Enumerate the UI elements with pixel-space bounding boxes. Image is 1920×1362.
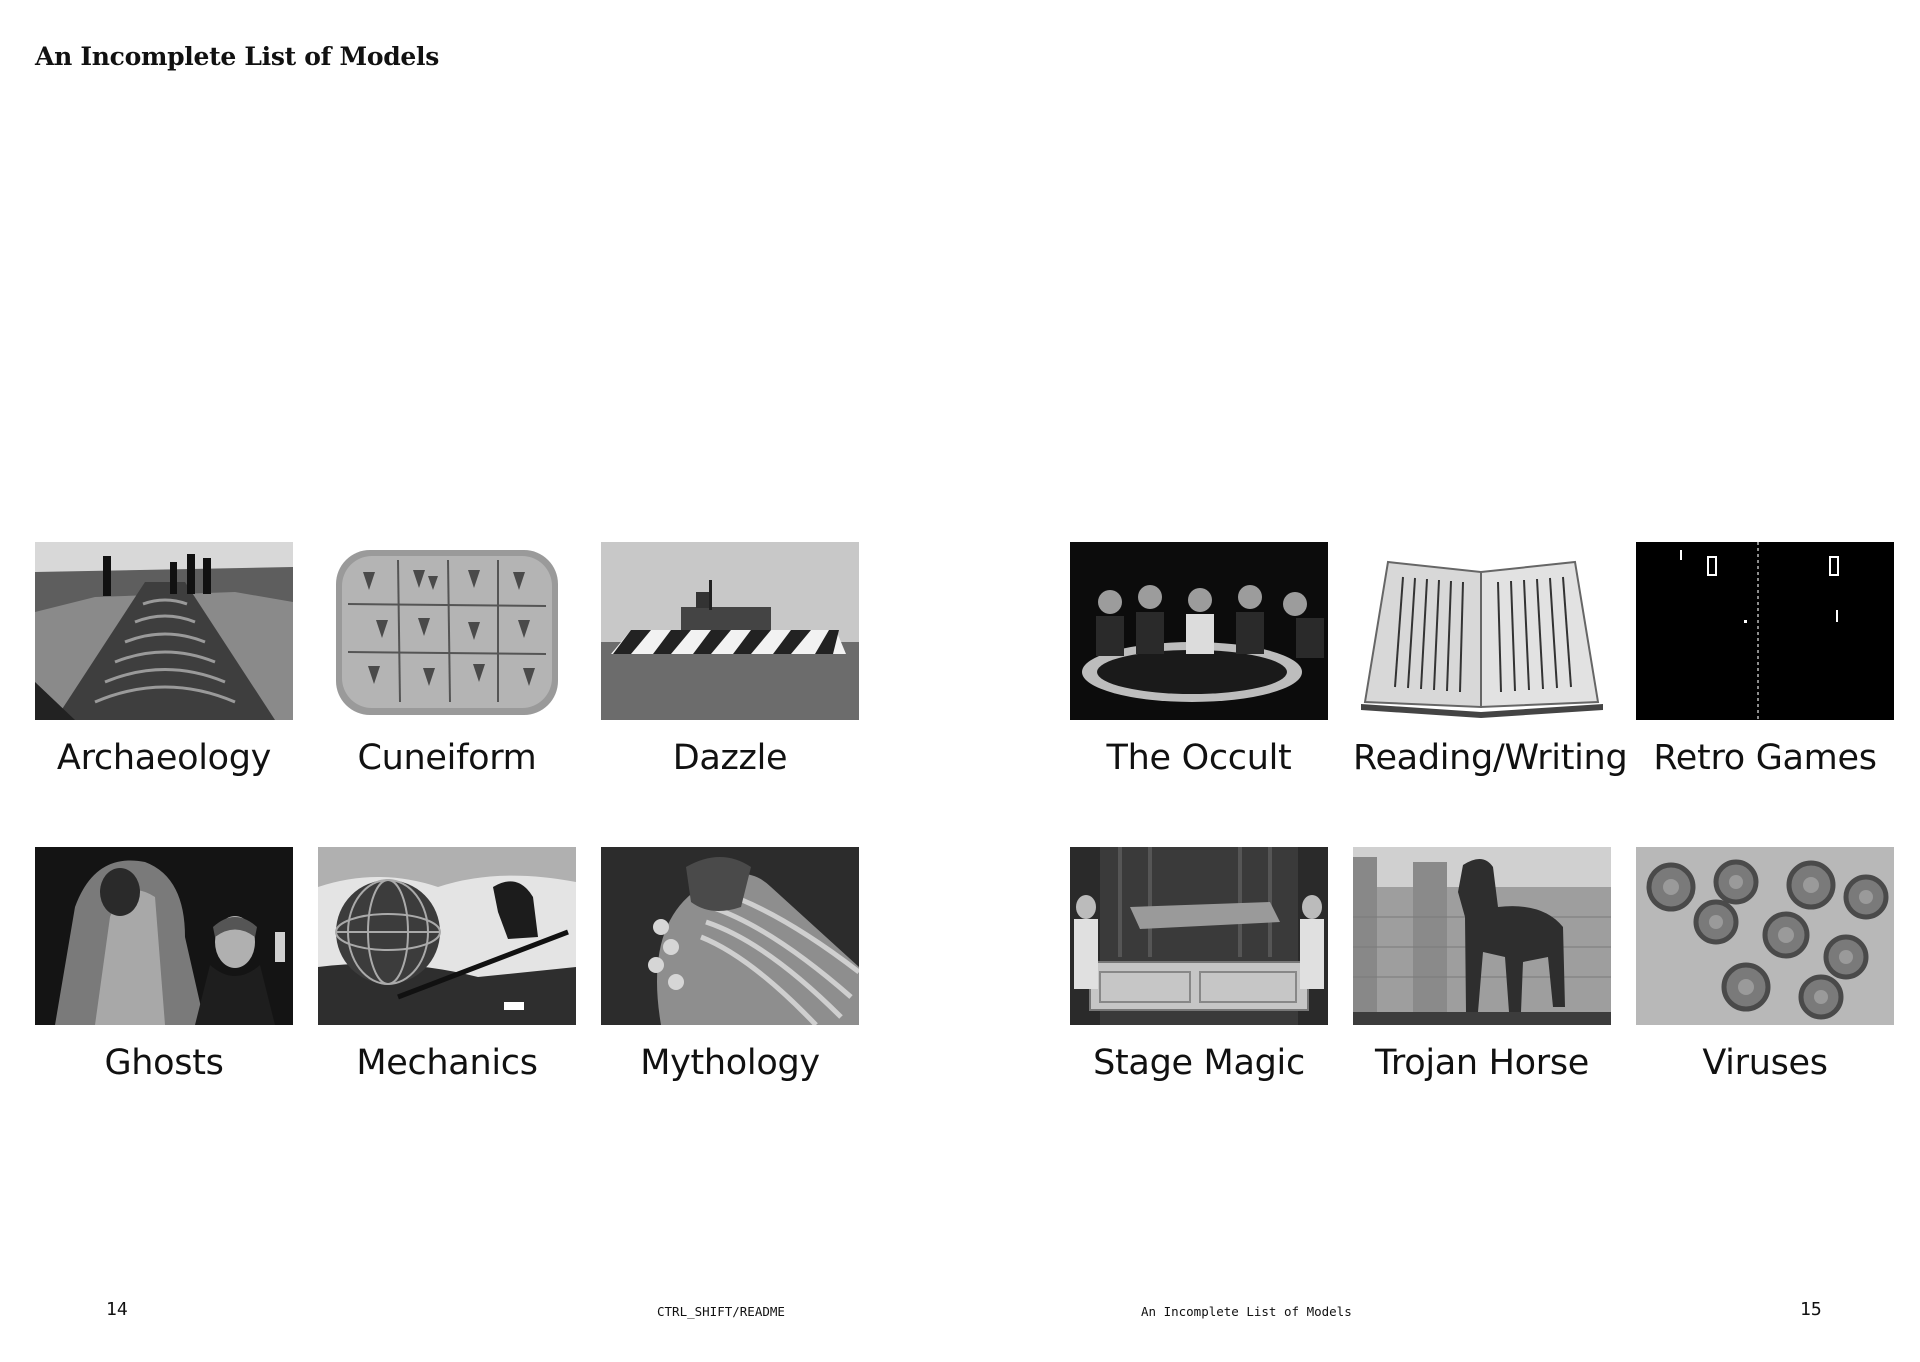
page-number-right: 15 [1800, 1299, 1822, 1320]
model-tile-cuneiform [318, 542, 576, 778]
model-label: Retro Games [1653, 738, 1877, 778]
stage-magic-image [1070, 847, 1328, 1025]
the-occult-image [1070, 542, 1328, 720]
model-label: Trojan Horse [1374, 1043, 1590, 1083]
model-label: Reading/Writing [1353, 738, 1628, 778]
model-tile-dazzle [601, 542, 859, 778]
page-number-left: 14 [106, 1299, 128, 1320]
viruses-image [1636, 847, 1894, 1025]
model-tile-mechanics [318, 847, 576, 1083]
model-tile-viruses [1636, 847, 1894, 1083]
model-tile-the-occult [1070, 542, 1328, 778]
model-tile-ghosts [35, 847, 293, 1083]
model-tile-retro-games [1636, 542, 1894, 778]
running-title-right: An Incomplete List of Models [1141, 1304, 1352, 1319]
reading-writing-image [1353, 542, 1611, 720]
running-title-left: CTRL_SHIFT/README [657, 1304, 785, 1319]
model-label: Dazzle [672, 738, 788, 778]
ghosts-image [35, 847, 293, 1025]
model-label: Stage Magic [1093, 1043, 1305, 1083]
cuneiform-image [318, 542, 576, 720]
mythology-image [601, 847, 859, 1025]
model-label: Mechanics [356, 1043, 538, 1083]
page-title: An Incomplete List of Models [35, 42, 439, 71]
model-label: Viruses [1702, 1043, 1828, 1083]
model-label: Cuneiform [357, 738, 537, 778]
model-tile-trojan-horse [1353, 847, 1611, 1083]
mechanics-image [318, 847, 576, 1025]
trojan-horse-image [1353, 847, 1611, 1025]
model-label: Mythology [640, 1043, 820, 1083]
dazzle-image [601, 542, 859, 720]
model-label: Ghosts [104, 1043, 224, 1083]
model-tile-reading-writing [1353, 542, 1628, 778]
model-label: The Occult [1106, 738, 1292, 778]
model-tile-archaeology [35, 542, 293, 778]
retro-games-image [1636, 542, 1894, 720]
model-tile-stage-magic [1070, 847, 1328, 1083]
model-label: Archaeology [56, 738, 272, 778]
model-tile-mythology [601, 847, 859, 1083]
archaeology-image [35, 542, 293, 720]
